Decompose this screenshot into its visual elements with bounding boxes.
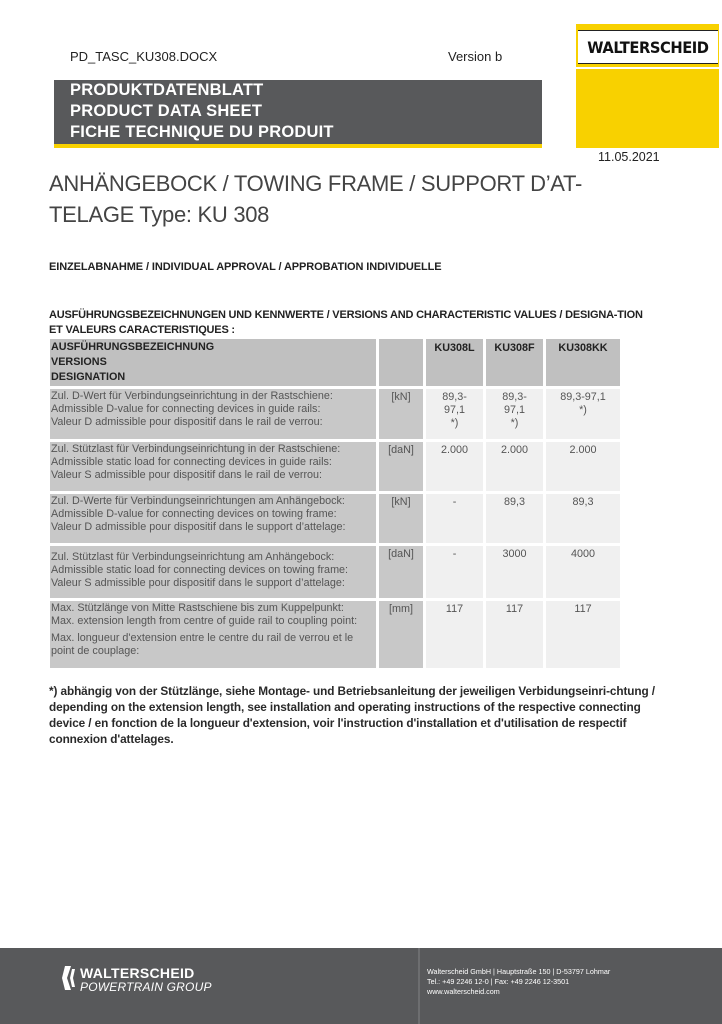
description-line: Valeur D admissible pour dispositif dans le rail de verrou: bbox=[51, 416, 323, 428]
description-line: Max. extension length from centre of guide rail to coupling point: bbox=[51, 615, 358, 627]
logo-text: WALTERSCHEID bbox=[587, 37, 709, 57]
footnote: *) abhängig von der Stützlänge, siehe Montage- und Betriebsanleitung der jeweiligen Verbidungseinri-chtung / depending on the extension length, see installation and operating instructions of the respective connecting device / en fonction de la longueur d'extension, voir l'instruction d'installation et d'utilisation de respectif connexion d'attelages. bbox=[49, 684, 655, 746]
band-line-fr: FICHE TECHNIQUE DU PRODUIT bbox=[70, 123, 334, 141]
description-line: Max. Stützlänge von Mitte Rastschiene bis zum Kuppelpunkt: bbox=[51, 602, 344, 614]
title-band bbox=[54, 80, 542, 144]
document-version: Version b bbox=[448, 49, 503, 64]
row-unit: [kN] bbox=[379, 389, 423, 439]
description-line: Max. longueur d'extension entre le centre du rail de verrou et le point de couplage: bbox=[51, 632, 354, 657]
row-unit: [mm] bbox=[379, 601, 423, 668]
description-line: Zul. D-Wert für Verbindungseinrichtung in der Rastschiene: bbox=[51, 390, 333, 402]
main-title bbox=[49, 168, 629, 230]
row-unit: [daN] bbox=[379, 442, 423, 491]
header-column: KU308F bbox=[486, 339, 543, 386]
row-description bbox=[50, 389, 376, 439]
band-yellow-edge bbox=[54, 144, 542, 148]
logo-white-strip bbox=[576, 67, 719, 69]
contact-line: Walterscheid GmbH | Hauptstraße 150 | D-53797 Lohmar bbox=[427, 967, 611, 976]
band-line-en: PRODUCT DATA SHEET bbox=[70, 102, 263, 120]
row-description bbox=[50, 442, 376, 491]
table-row bbox=[50, 546, 620, 598]
footer-contact bbox=[427, 967, 610, 997]
versions-heading: AUSFÜHRUNGSBEZEICHNUNGEN UND KENNWERTE / VERSIONS AND CHARACTERISTIC VALUES / DESIGNA-TION ET VALEURS CARACTERISTIQUES : bbox=[49, 309, 643, 336]
description-line: Valeur D admissible pour dispositif dans le support d’attelage: bbox=[51, 521, 346, 533]
logo-block bbox=[576, 0, 719, 148]
walterscheid-logo bbox=[578, 30, 718, 64]
row-value: - bbox=[426, 546, 483, 598]
row-value: 89,3- 97,1 *) bbox=[486, 389, 543, 439]
table-row bbox=[50, 389, 620, 439]
row-description bbox=[50, 546, 376, 598]
footer-brand-sub: POWERTRAIN GROUP bbox=[80, 980, 212, 994]
description-line: Zul. Stützlast für Verbindungseinrichtung am Anhängebock: bbox=[51, 551, 335, 563]
walterscheid-mark-icon bbox=[62, 965, 76, 991]
header-designation bbox=[50, 339, 376, 386]
logo-white-top bbox=[576, 0, 719, 24]
header-designation-line: DESIGNATION bbox=[51, 371, 126, 383]
header-unit bbox=[379, 339, 423, 386]
footer bbox=[0, 948, 722, 1024]
header-column: KU308KK bbox=[546, 339, 620, 386]
row-value: 2.000 bbox=[426, 442, 483, 491]
contact-line: Tel.: +49 2246 12-0 | Fax: +49 2246 12-3501 bbox=[427, 977, 570, 986]
row-value: 4000 bbox=[546, 546, 620, 598]
header-designation-line: VERSIONS bbox=[51, 356, 107, 368]
row-value: 89,3-97,1 *) bbox=[546, 389, 620, 439]
document-id: PD_TASC_KU308.DOCX bbox=[70, 49, 218, 64]
row-value: 89,3- 97,1 *) bbox=[426, 389, 483, 439]
table-row bbox=[50, 442, 620, 491]
row-value: 89,3 bbox=[486, 494, 543, 543]
description-line: Zul. Stützlast für Verbindungseinrichtung in der Rastschiene: bbox=[51, 443, 341, 455]
description-line: Valeur S admissible pour dispositif dans le support d’attelage: bbox=[51, 577, 345, 589]
description-line: Valeur S admissible pour dispositif dans le rail de verrou: bbox=[51, 469, 323, 481]
table-header-row bbox=[50, 339, 620, 386]
header-column: KU308L bbox=[426, 339, 483, 386]
row-unit: [daN] bbox=[379, 546, 423, 598]
row-value: 89,3 bbox=[546, 494, 620, 543]
row-value: 2.000 bbox=[546, 442, 620, 491]
row-value: 117 bbox=[486, 601, 543, 668]
row-value: 117 bbox=[426, 601, 483, 668]
band-line-de: PRODUKTDATENBLATT bbox=[70, 81, 264, 99]
row-value: 3000 bbox=[486, 546, 543, 598]
approval-heading: EINZELABNAHME / INDIVIDUAL APPROVAL / APPROBATION INDIVIDUELLE bbox=[49, 261, 442, 273]
description-line: Admissible static load for connecting devices on towing frame: bbox=[51, 564, 349, 576]
row-value: 2.000 bbox=[486, 442, 543, 491]
header-designation-line: AUSFÜHRUNGSBEZEICHNUNG bbox=[51, 341, 215, 353]
description-line: Admissible D-value for connecting devices in guide rails: bbox=[51, 403, 321, 415]
table-row bbox=[50, 601, 620, 668]
contact-website-link[interactable]: www.walterscheid.com bbox=[427, 987, 500, 996]
row-description bbox=[50, 494, 376, 543]
row-description bbox=[50, 601, 376, 668]
main-title-line: TELAGE Type: KU 308 bbox=[49, 202, 270, 227]
description-line: Zul. D-Werte für Verbindungseinrichtungen am Anhängebock: bbox=[51, 495, 345, 507]
main-title-line: ANHÄNGEBOCK / TOWING FRAME / SUPPORT D’AT- bbox=[49, 171, 582, 196]
footer-divider bbox=[418, 948, 420, 1024]
document-date: 11.05.2021 bbox=[598, 150, 660, 164]
row-value: 117 bbox=[546, 601, 620, 668]
row-unit: [kN] bbox=[379, 494, 423, 543]
footer-brand-name: WALTERSCHEID bbox=[80, 965, 195, 981]
spec-table bbox=[47, 336, 623, 671]
description-line: Admissible D-value for connecting devices on towing frame: bbox=[51, 508, 337, 520]
table-row bbox=[50, 494, 620, 543]
description-line: Admissible static load for connecting devices in guide rails: bbox=[51, 456, 332, 468]
row-value: - bbox=[426, 494, 483, 543]
